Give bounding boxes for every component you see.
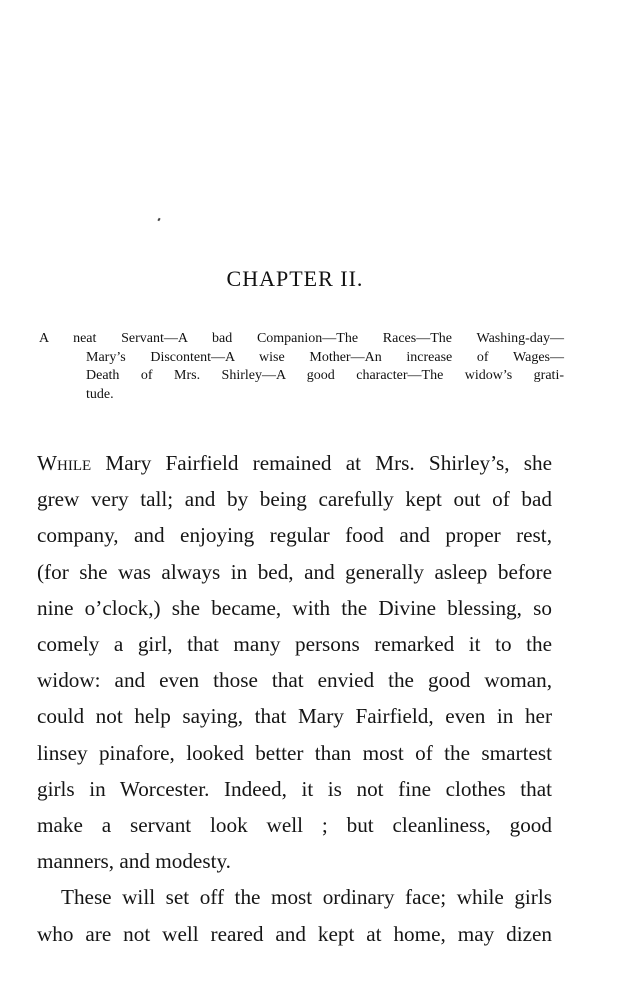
body-line: who are not well reared and kept at home, may dizen	[37, 921, 552, 946]
ink-speck	[157, 218, 160, 222]
synopsis-line: A neat Servant—A bad Companion—The Races—The Washing-day—	[39, 331, 564, 346]
first-line-text: Mary Fairfield remained at Mrs. Shirley’s, she	[105, 451, 553, 475]
body-line: girls in Worcester. Indeed, it is not fine clothes that	[37, 776, 552, 801]
synopsis-line: Death of Mrs. Shirley—A good character—The widow’s grati-	[86, 368, 564, 383]
body-line: make a servant look well ; but cleanliness, good	[37, 813, 552, 838]
chapter-heading: CHAPTER II.	[226, 266, 364, 291]
body-line: grew very tall; and by being carefully kept out of bad	[37, 487, 552, 512]
body-line: widow: and even those that envied the good woman,	[37, 668, 552, 693]
body-line: manners, and modesty.	[37, 849, 231, 874]
synopsis-line: tude.	[86, 386, 114, 402]
chapter-synopsis	[39, 330, 564, 404]
body-line: comely a girl, that many persons remarked it to the	[37, 632, 552, 657]
body-line: These will set off the most ordinary face; while girls	[61, 885, 552, 910]
synopsis-line: Mary’s Discontent—A wise Mother—An increase of Wages—	[86, 349, 564, 365]
chapter-body	[37, 445, 552, 952]
body-line	[37, 445, 552, 481]
body-line: linsey pinafore, looked better than most of the smartest	[37, 740, 552, 765]
opening-word: While	[37, 451, 92, 475]
body-line: could not help saying, that Mary Fairfield, even in her	[37, 704, 552, 729]
body-line: (for she was always in bed, and generally asleep before	[37, 559, 552, 584]
body-line: nine o’clock,) she became, with the Divine blessing, so	[37, 595, 552, 620]
body-line: company, and enjoying regular food and proper rest,	[37, 523, 552, 548]
